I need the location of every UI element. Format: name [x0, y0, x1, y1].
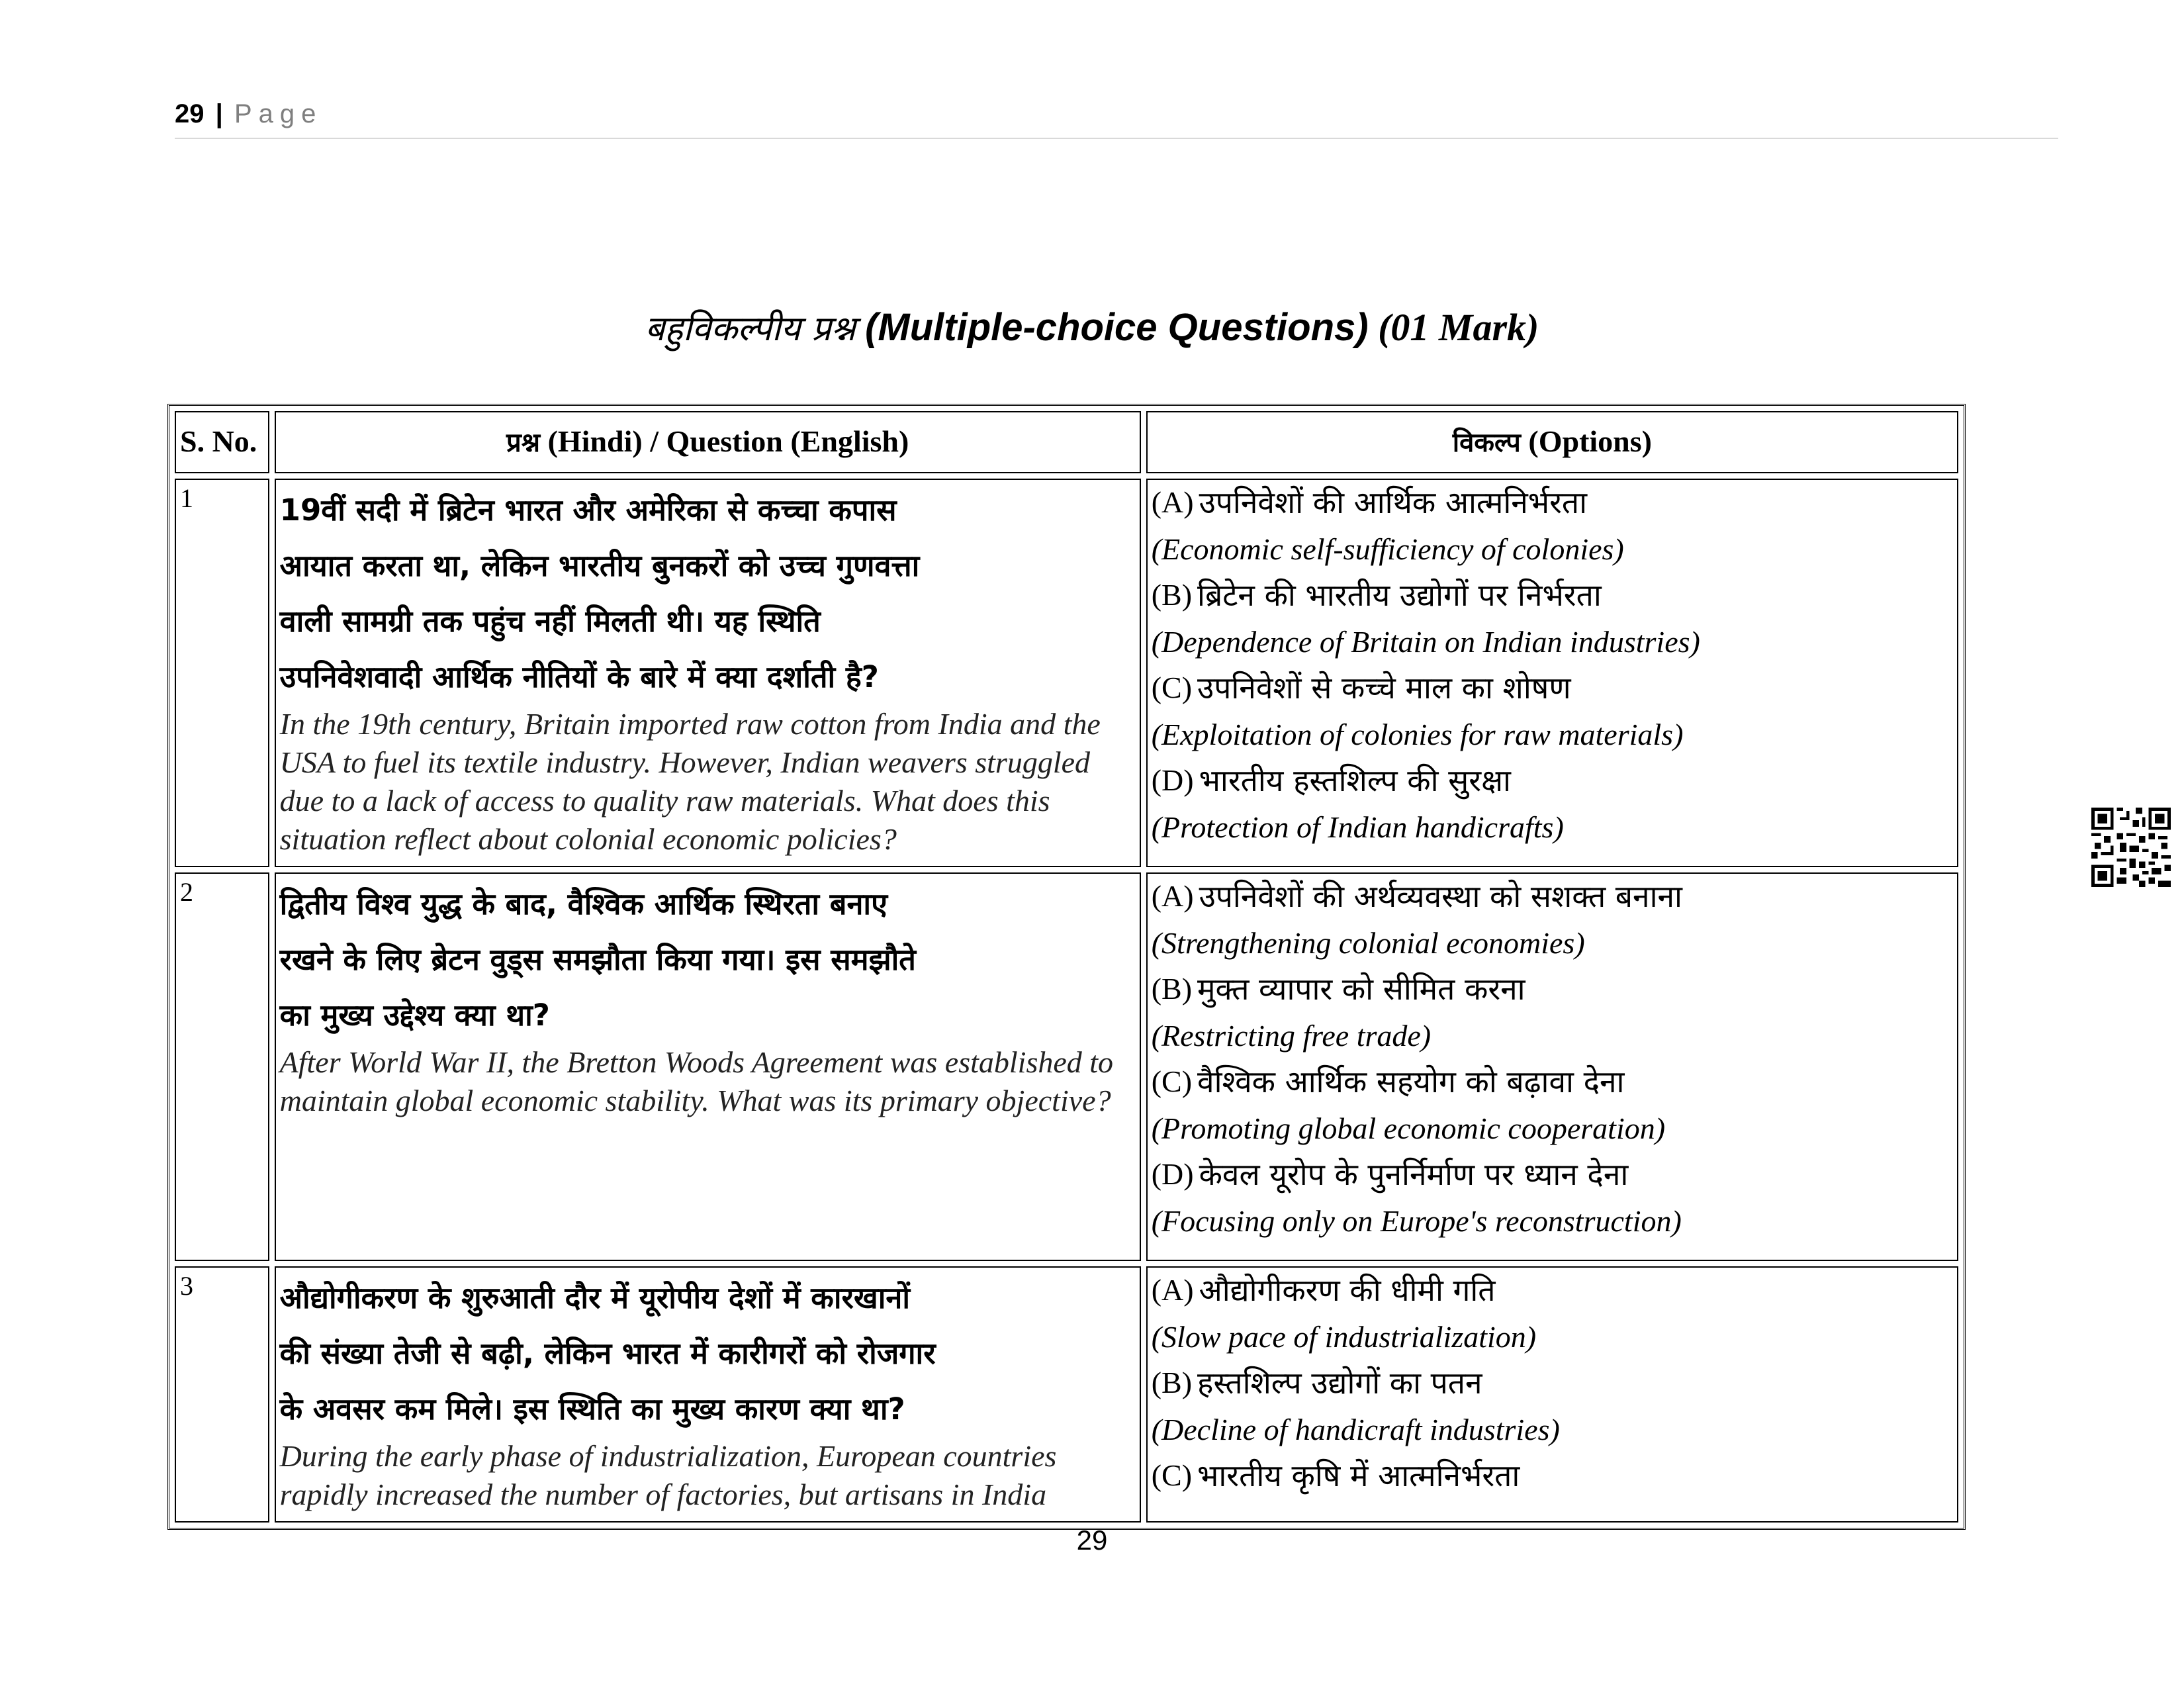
header-options	[1146, 411, 1958, 473]
table-row	[175, 872, 1958, 1261]
question-hindi-line: उपनिवेशवादी आर्थिक नीतियों के बारे में क्या दर्शाती है?	[279, 659, 879, 694]
option-letter: (B)	[1151, 1366, 1193, 1399]
header-question-hindi: प्रश्न	[506, 428, 541, 458]
option-hindi	[1152, 761, 1953, 800]
title-marks: (01 Mark)	[1378, 306, 1539, 349]
question-english: During the early phase of industrialization, European countries rapidly increased the number of factories, but artisans in India	[279, 1439, 1057, 1511]
option-letter: (D)	[1151, 763, 1194, 797]
footer-page-number: 29	[1076, 1524, 1108, 1556]
question-hindi-line: का मुख्य उद्देश्य क्या था?	[279, 998, 550, 1033]
option-hindi	[1152, 969, 1953, 1009]
option-hindi-text: हस्तशिल्प उद्योगों का पतन	[1197, 1365, 1482, 1401]
option-hindi	[1152, 575, 1953, 615]
row-question	[275, 479, 1141, 867]
row-question	[275, 872, 1141, 1261]
option-hindi	[1152, 1270, 1953, 1310]
option-hindi-text: उपनिवेशों से कच्चे माल का शोषण	[1197, 670, 1571, 706]
option-hindi-text: भारतीय हस्तशिल्प की सुरक्षा	[1199, 763, 1511, 798]
row-question	[275, 1266, 1141, 1523]
title-hindi: बहुविकल्पीय प्रश्न	[645, 309, 856, 349]
option-hindi-text: औद्योगीकरण की धीमी गति	[1199, 1272, 1496, 1308]
header-page-number: 29	[175, 99, 205, 128]
table-row	[175, 479, 1958, 867]
option-hindi-text: उपनिवेशों की अर्थव्यवस्था को सशक्त बनाना	[1199, 878, 1682, 914]
option-hindi	[1152, 1154, 1953, 1194]
option-letter: (A)	[1151, 879, 1194, 913]
mcq-table	[167, 404, 1966, 1530]
table-row	[175, 1266, 1958, 1523]
option-hindi-text: ब्रिटेन की भारतीय उद्योगों पर निर्भरता	[1197, 577, 1602, 613]
row-sno: 2	[175, 872, 269, 1261]
option-english: (Strengthening colonial economies)	[1151, 926, 1585, 960]
header-question-english: (Hindi) / Question (English)	[547, 424, 909, 458]
title-english: (Multiple-choice Questions)	[865, 306, 1369, 349]
question-english: In the 19th century, Britain imported raw cotton from India and the USA to fuel its textile industry. However, Indian weavers struggled due to a lack of access to quality raw materials. What does this situation reflect about colonial economic policies?	[279, 707, 1101, 856]
option-letter: (C)	[1151, 1458, 1193, 1492]
option-hindi	[1152, 1456, 1953, 1495]
option-hindi	[1152, 483, 1953, 522]
page-header	[175, 99, 2058, 139]
option-english: (Exploitation of colonies for raw materials)	[1151, 718, 1684, 751]
header-options-hindi: विकल्प	[1452, 428, 1521, 458]
option-letter: (B)	[1151, 972, 1193, 1006]
row-sno: 3	[175, 1266, 269, 1523]
option-letter: (B)	[1151, 578, 1193, 612]
header-question	[275, 411, 1141, 473]
question-english: After World War II, the Bretton Woods Agreement was established to maintain global economic stability. What was its primary objective?	[279, 1045, 1114, 1117]
option-letter: (D)	[1151, 1157, 1194, 1191]
option-letter: (C)	[1151, 671, 1193, 704]
question-hindi-line: द्वितीय विश्व युद्ध के बाद, वैश्विक आर्थिक स्थिरता बनाए	[279, 886, 887, 921]
option-hindi-text: भारतीय कृषि में आत्मनिर्भरता	[1197, 1458, 1520, 1493]
option-hindi	[1152, 876, 1953, 916]
option-hindi-text: उपनिवेशों की आर्थिक आत्मनिर्भरता	[1199, 485, 1588, 520]
option-english: (Promoting global economic cooperation)	[1151, 1111, 1666, 1145]
option-english: (Slow pace of industrialization)	[1151, 1320, 1537, 1354]
option-letter: (C)	[1151, 1064, 1193, 1098]
option-hindi-text: केवल यूरोप के पुनर्निर्माण पर ध्यान देना	[1199, 1156, 1629, 1192]
option-english: (Restricting free trade)	[1151, 1019, 1432, 1053]
option-english: (Economic self-sufficiency of colonies)	[1151, 532, 1624, 566]
question-hindi-line: रखने के लिए ब्रेटन वुड्स समझौता किया गया। इस समझौते	[279, 942, 916, 977]
option-english: (Decline of handicraft industries)	[1151, 1413, 1560, 1446]
option-english: (Dependence of Britain on Indian industries)	[1151, 625, 1700, 659]
option-letter: (A)	[1151, 1273, 1194, 1307]
question-hindi-line: वाली सामग्री तक पहुंच नहीं मिलती थी। यह स्थिति	[279, 604, 821, 639]
header-options-english: (Options)	[1528, 424, 1652, 458]
table-header-row	[175, 411, 1958, 473]
page-title	[0, 301, 2184, 355]
question-hindi-line: 19वीं सदी में ब्रिटेन भारत और अमेरिका से कच्चा कपास	[279, 492, 897, 528]
option-english: (Protection of Indian handicrafts)	[1151, 810, 1564, 844]
question-hindi-line: आयात करता था, लेकिन भारतीय बुनकरों को उच्च गुणवत्ता	[279, 548, 920, 583]
option-hindi	[1152, 1062, 1953, 1102]
option-english: (Focusing only on Europe's reconstruction)	[1151, 1204, 1682, 1238]
question-hindi-line: के अवसर कम मिले। इस स्थिति का मुख्य कारण क्या था?	[279, 1391, 905, 1427]
option-letter: (A)	[1151, 485, 1194, 519]
header-page-label: Page	[234, 99, 323, 128]
option-hindi-text: वैश्विक आर्थिक सहयोग को बढ़ावा देना	[1197, 1064, 1625, 1100]
row-options	[1146, 479, 1958, 867]
question-hindi-line: की संख्या तेजी से बढ़ी, लेकिन भारत में कारीगरों को रोजगार	[279, 1336, 936, 1371]
option-hindi	[1152, 668, 1953, 708]
question-hindi-line: औद्योगीकरण के शुरुआती दौर में यूरोपीय देशों में कारखानों	[279, 1280, 910, 1315]
row-options	[1146, 1266, 1958, 1523]
option-hindi-text: मुक्त व्यापार को सीमित करना	[1197, 971, 1525, 1007]
header-separator: |	[215, 99, 223, 128]
row-options	[1146, 872, 1958, 1261]
qr-code-icon[interactable]	[2091, 808, 2171, 887]
option-hindi	[1152, 1363, 1953, 1403]
header-sno: S. No.	[175, 411, 269, 473]
row-sno: 1	[175, 479, 269, 867]
